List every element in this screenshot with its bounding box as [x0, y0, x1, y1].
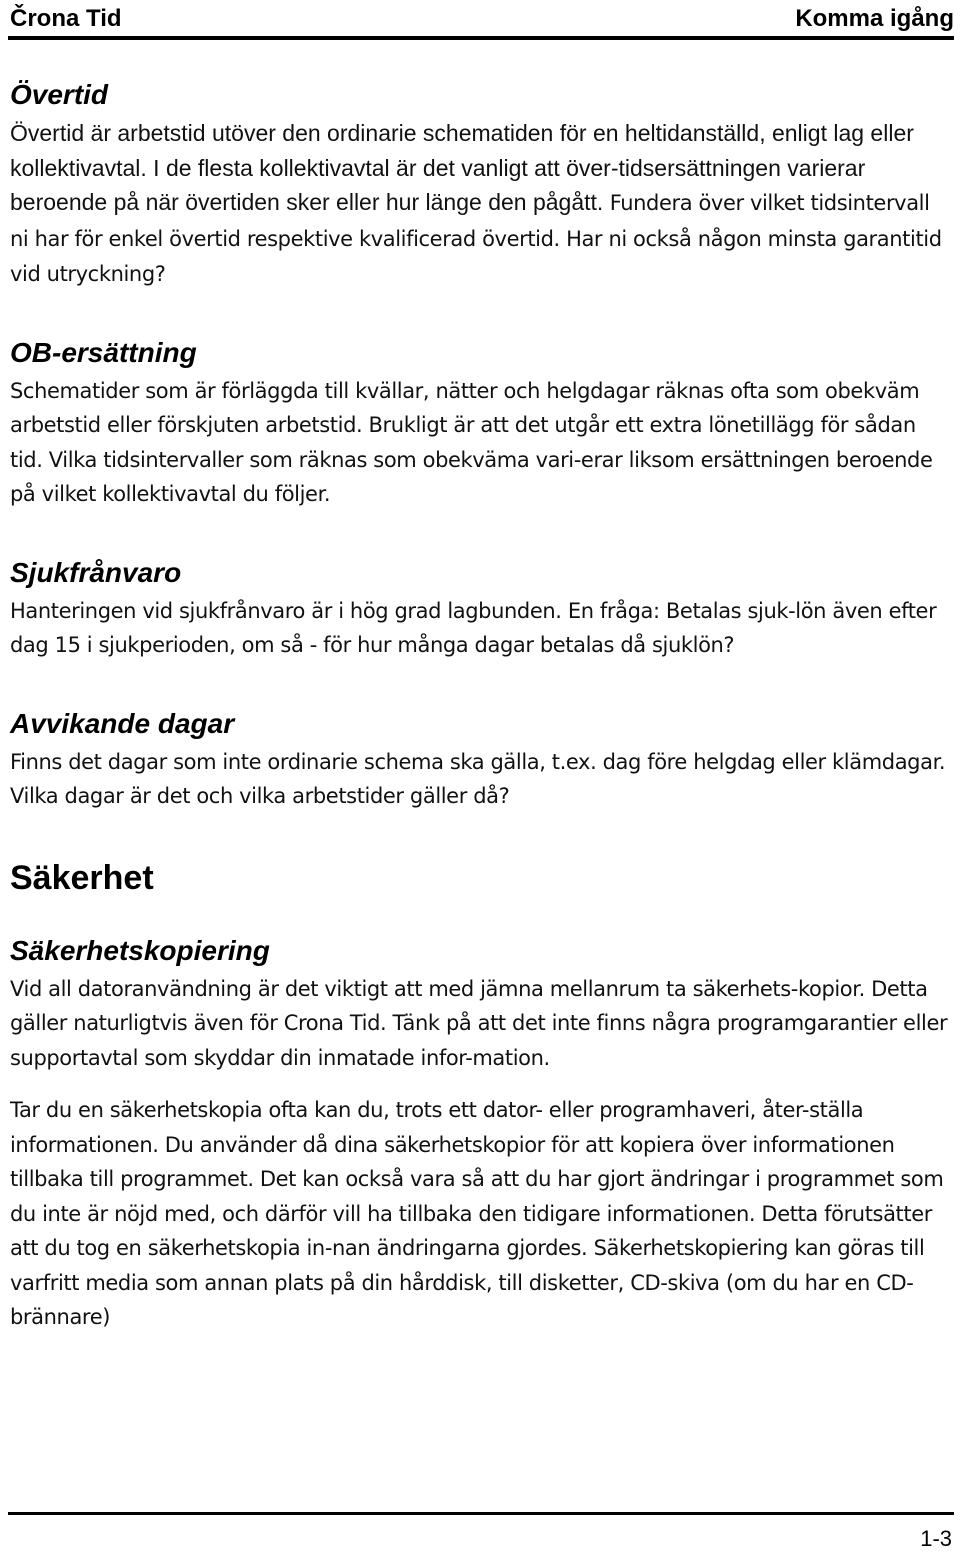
paragraph-avvikande-dagar: Finns det dagar som inte ordinarie schema ska gälla, t.ex. dag före helgdag eller klämdagar. Vilka dagar är det och vilka arbetstider gäller då? — [10, 749, 946, 808]
paragraph-sjukfranvaro: Hanteringen vid sjukfrånvaro är i hög grad lagbunden. En fråga: Betalas sjuk-lön även efter dag 15 i sjukperioden, om så - för hur många dagar betalas då sjuklön? — [10, 598, 937, 657]
heading-sjukfranvaro: Sjukfrånvaro — [10, 556, 182, 588]
paragraph-overtid-question: Fundera över vilket tidsintervall ni har för enkel övertid respektive kvalificerad övertid. Har ni också någon minsta garantitid vid utryckning? — [10, 191, 942, 286]
header-rule — [8, 36, 954, 40]
heading-avvikande-dagar: Avvikande dagar — [10, 707, 235, 739]
page-number: 1-3 — [920, 1526, 952, 1551]
chapter-title: Komma igång — [795, 5, 954, 32]
paragraph-sakerhetskopiering-1: Vid all datoranvändning är det viktigt att med jämna mellanrum ta säkerhets-kopior. Detta gäller naturligtvis även för Crona Tid. Tänk på att det inte finns några programgarantier eller supportavtal som skyddar din inmatade infor-mation. — [10, 976, 948, 1070]
heading-sakerhetskopiering: Säkerhetskopiering — [10, 934, 270, 966]
page-header — [10, 4, 954, 34]
paragraph-overtid-intro: Övertid är arbetstid utöver den ordinarie schematiden för en heltidanställd, enligt lag eller kollektivavtal. I de flesta kollektivavtal är det vanligt att över-tidsersättningen varierar beroende på när övertiden sker eller hur länge den pågått. Fundera över vilket tidsintervall ni har för enkel övertid respektive kvalificerad övertid. Har ni också någon minsta garantitid vid utryckning? — [10, 120, 942, 286]
heading-sakerhet: Säkerhet — [10, 858, 154, 897]
page-content — [10, 78, 950, 1335]
heading-overtid: Övertid — [10, 79, 109, 110]
document-title: Črona Tid — [10, 5, 122, 32]
heading-ob-ersattning: OB-ersättning — [10, 336, 197, 368]
paragraph-ob-ersattning: Schematider som är förläggda till kvällar, nätter och helgdagar räknas ofta som obekväm arbetstid eller förskjuten arbetstid. Brukligt är att det utgår ett extra lönetillägg för sådan tid. Vilka tidsintervaller som räknas som obekväma vari-erar liksom ersättningen beroende på vilket kollektivavtal du följer. — [10, 378, 933, 506]
paragraph-sakerhetskopiering-2: Tar du en säkerhetskopia ofta kan du, trots ett dator- eller programhaveri, åter-ställa informationen. Du använder då dina säkerhetskopior för att kopiera över informationen tillbaka till programmet. Det kan också vara så att du har gjort ändringar i programmet som du inte är nöjd med, och därför vill ha tillbaka den tidigare informationen. Detta förutsätter att du tog en säkerhetskopia in-nan ändringarna gjordes. Säkerhetskopiering kan göras till varfritt media som annan plats på din hårddisk, till disketter, CD-skiva (om du har en CD-brännare) — [10, 1098, 944, 1329]
footer-rule — [8, 1512, 954, 1515]
